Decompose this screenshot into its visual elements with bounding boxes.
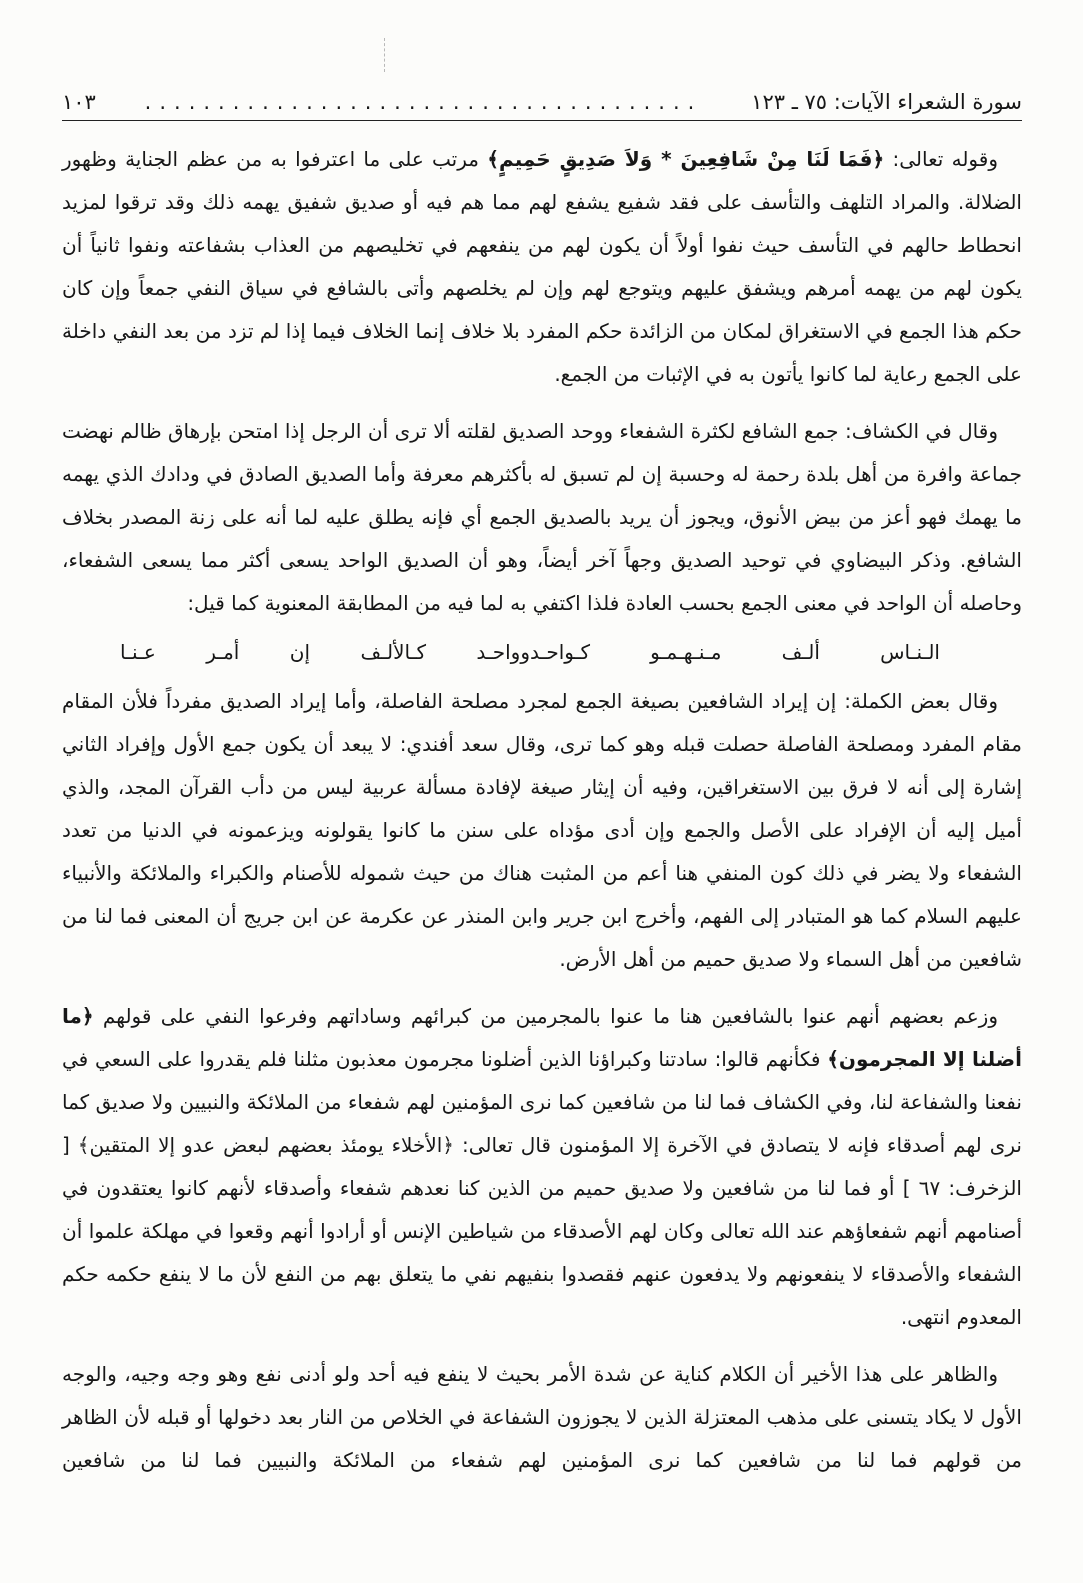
paragraph-text: فكأنهم قالوا: سادتنا وكبراؤنا الذين أضلونا مجرمون معذبون مثلنا فلم يقدروا على السعي في نفعنا والشفاعة لنا، وفي الكشاف فما لنا من شافعين كما نرى المؤمنين لهم شفعاء من الملائكة والنبيين ولا صديق كما نرى لهم أصدقاء فإنه لا يتصادق في الآخرة إلا المؤمنون قال تعالى: ﴿الأخلاء يومئذ بعضهم لبعض عدو إلا المتقين﴾ [ الزخرف: ٦٧ ] أو فما لنا من شافعين ولا صديق حميم من الذين كنا نعدهم شفعاء وأصدقاء لأنهم كانوا يعتقدون في أصنامهم أنهم شفعاؤهم عند الله تعالى وكان لهم الأصدقاء من شياطين الإنس أو أرادوا أنهم وقعوا في مهلكة علموا أن الشفعاء والأصدقاء لا ينفعونهم ولا يدفعون عنهم فقصدوا بنفيهم نفي ما يتعلق بهم من النفع لأن ما لا ينفع حكمه حكم المعدوم انتهى. — [62, 1047, 1022, 1329]
paragraph-text: وقال في الكشاف: جمع الشافع لكثرة الشفعاء ووحد الصديق لقلته ألا ترى أن الرجل إذا امتحن بإرهاق ظالم نهضت جماعة وافرة من أهل بلدة رحمة له وحسبة إن لم تسبق له بأكثرهم معرفة وأما الصديق الصادق في ودادك الذي يهمه ما يهمك فهو أعز من بيض الأنوق، ويجوز أن يريد بالصديق الجمع أي فإنه يطلق عليه لما أنه على زنة المصدر بخلاف الشافع. وذكر البيضاوي في توحيد الصديق وجهاً آخر أيضاً، وهو أن الصديق الواحد يسعى أكثر مما يسعى الشفعاء، وحاصله أن الواحد في معنى الجمع بحسب العادة فلذا اكتفي به لما فيه من المطابقة المعنوية كما قيل: — [62, 419, 1022, 615]
paragraph-text: والظاهر على هذا الأخير أن الكلام كناية عن شدة الأمر بحيث لا ينفع فيه أحد ولو أدنى نفع وهو وجه وجيه، والوجه الأول لا يكاد يتسنى على مذهب المعتزلة الذين لا يجوزون الشفاعة في الخلاص من النار بعد دخولها أو قبله لأن الظاهر من قولهم فما لنا من شافعين كما نرى المؤمنين لهم شفعاء من الملائكة والنبيين فما لنا من شافعين — [62, 1362, 1022, 1472]
running-header — [62, 84, 1022, 120]
commentary-paragraph — [62, 1353, 1022, 1482]
commentary-body — [62, 138, 1022, 1482]
commentary-paragraph — [62, 138, 1022, 396]
paragraph-text: وقال بعض الكملة: إن إيراد الشافعين بصيغة الجمع لمجرد مصلحة الفاصلة، وأما إيراد الصديق مفرداً فلأن المقام مقام المفرد ومصلحة الفاصلة حصلت قبله وهو كما ترى، وقال سعد أفندي: لا يبعد أن يكون جمع الأول وإفراد الثاني إشارة إلى أنه لا فرق بين الاستغراقين، وفيه أن إيثار صيغة لإفادة مسألة عربية ليس من دأب القرآن المجد، والذي أميل إليه أن الإفراد على الأصل والجمع وإن أدى مؤداه على سنن ما كانوا يقولونه ويزعمونه في الدنيا من تعدد الشفعاء ولا يضر في ذلك كون المنفي هنا أعم من المثبت هناك من حيث شموله للأصنام والكبراء والملائكة والأنبياء عليهم السلام كما هو المتبادر إلى الفهم، وأخرج ابن جرير وابن المنذر عن عكرمة عن ابن جريج أن المعنى فما لنا من شافعين من أهل السماء ولا صديق حميم من أهل الأرض. — [62, 689, 1022, 971]
verse-second-hemistich: وواحـد كـالألـف إن أمـر عـنـا — [120, 640, 530, 664]
paragraph-text: مرتب على ما اعترفوا به من عظم الجناية وظهور الضلالة. والمراد التلهف والتأسف على فقد شفيع يشفع لهم مما هم فيه أو صديق شفيق يهمه ذلك وقد ترقوا لمزيد انحطاط حالهم في التأسف حيث نفوا أولاً أن يكون لهم من ينفعهم في تخليصهم من العذاب بشفاعته ونفوا ثانياً أن يكون لهم من يهمه أمرهم ويشفق عليهم ويتوجع لهم وإن لم يخلصهم وأتى بالشافع في سياق النفي جمعاً وإن كان حكم هذا الجمع في الاستغراق لمكان من الزائدة حكم المفرد بلا خلاف إنما الخلاف فيما إذا لم تزد من بعد النفي داخلة على الجمع رعاية لما كانوا يأتون به في الإثبات من الجمع. — [62, 147, 1022, 386]
header-rule — [62, 120, 1022, 121]
scan-gutter-mark — [384, 38, 385, 72]
commentary-paragraph — [62, 410, 1022, 625]
commentary-paragraph — [62, 680, 1022, 981]
paragraph-text: وقوله تعالى: — [884, 147, 998, 171]
surah-title: سورة الشعراء الآيات: ٧٥ ـ ١٢٣ — [751, 90, 1022, 114]
dot-leader: ...................................... — [144, 90, 703, 114]
paragraph-text: وزعم بعضهم أنهم عنوا بالشافعين هنا ما عنوا بالمجرمين من كبرائهم وساداتهم وفرعوا النفي على قولهم — [93, 1004, 998, 1028]
commentary-paragraph — [62, 995, 1022, 1339]
quran-quote: ﴿فَمَا لَنَا مِنْ شَافِعِينَ * وَلاَ صَدِيقٍ حَمِيمٍ﴾ — [487, 147, 885, 171]
verse-line — [62, 631, 1022, 674]
verse-first-hemistich: الـنـاس ألـف مـنـهـمـو كـواحـد — [530, 640, 940, 664]
quran-quote: ﴿ما أضلنا إلا المجرمون﴾ — [62, 1004, 1022, 1071]
page-number: ١٠٣ — [62, 90, 96, 114]
